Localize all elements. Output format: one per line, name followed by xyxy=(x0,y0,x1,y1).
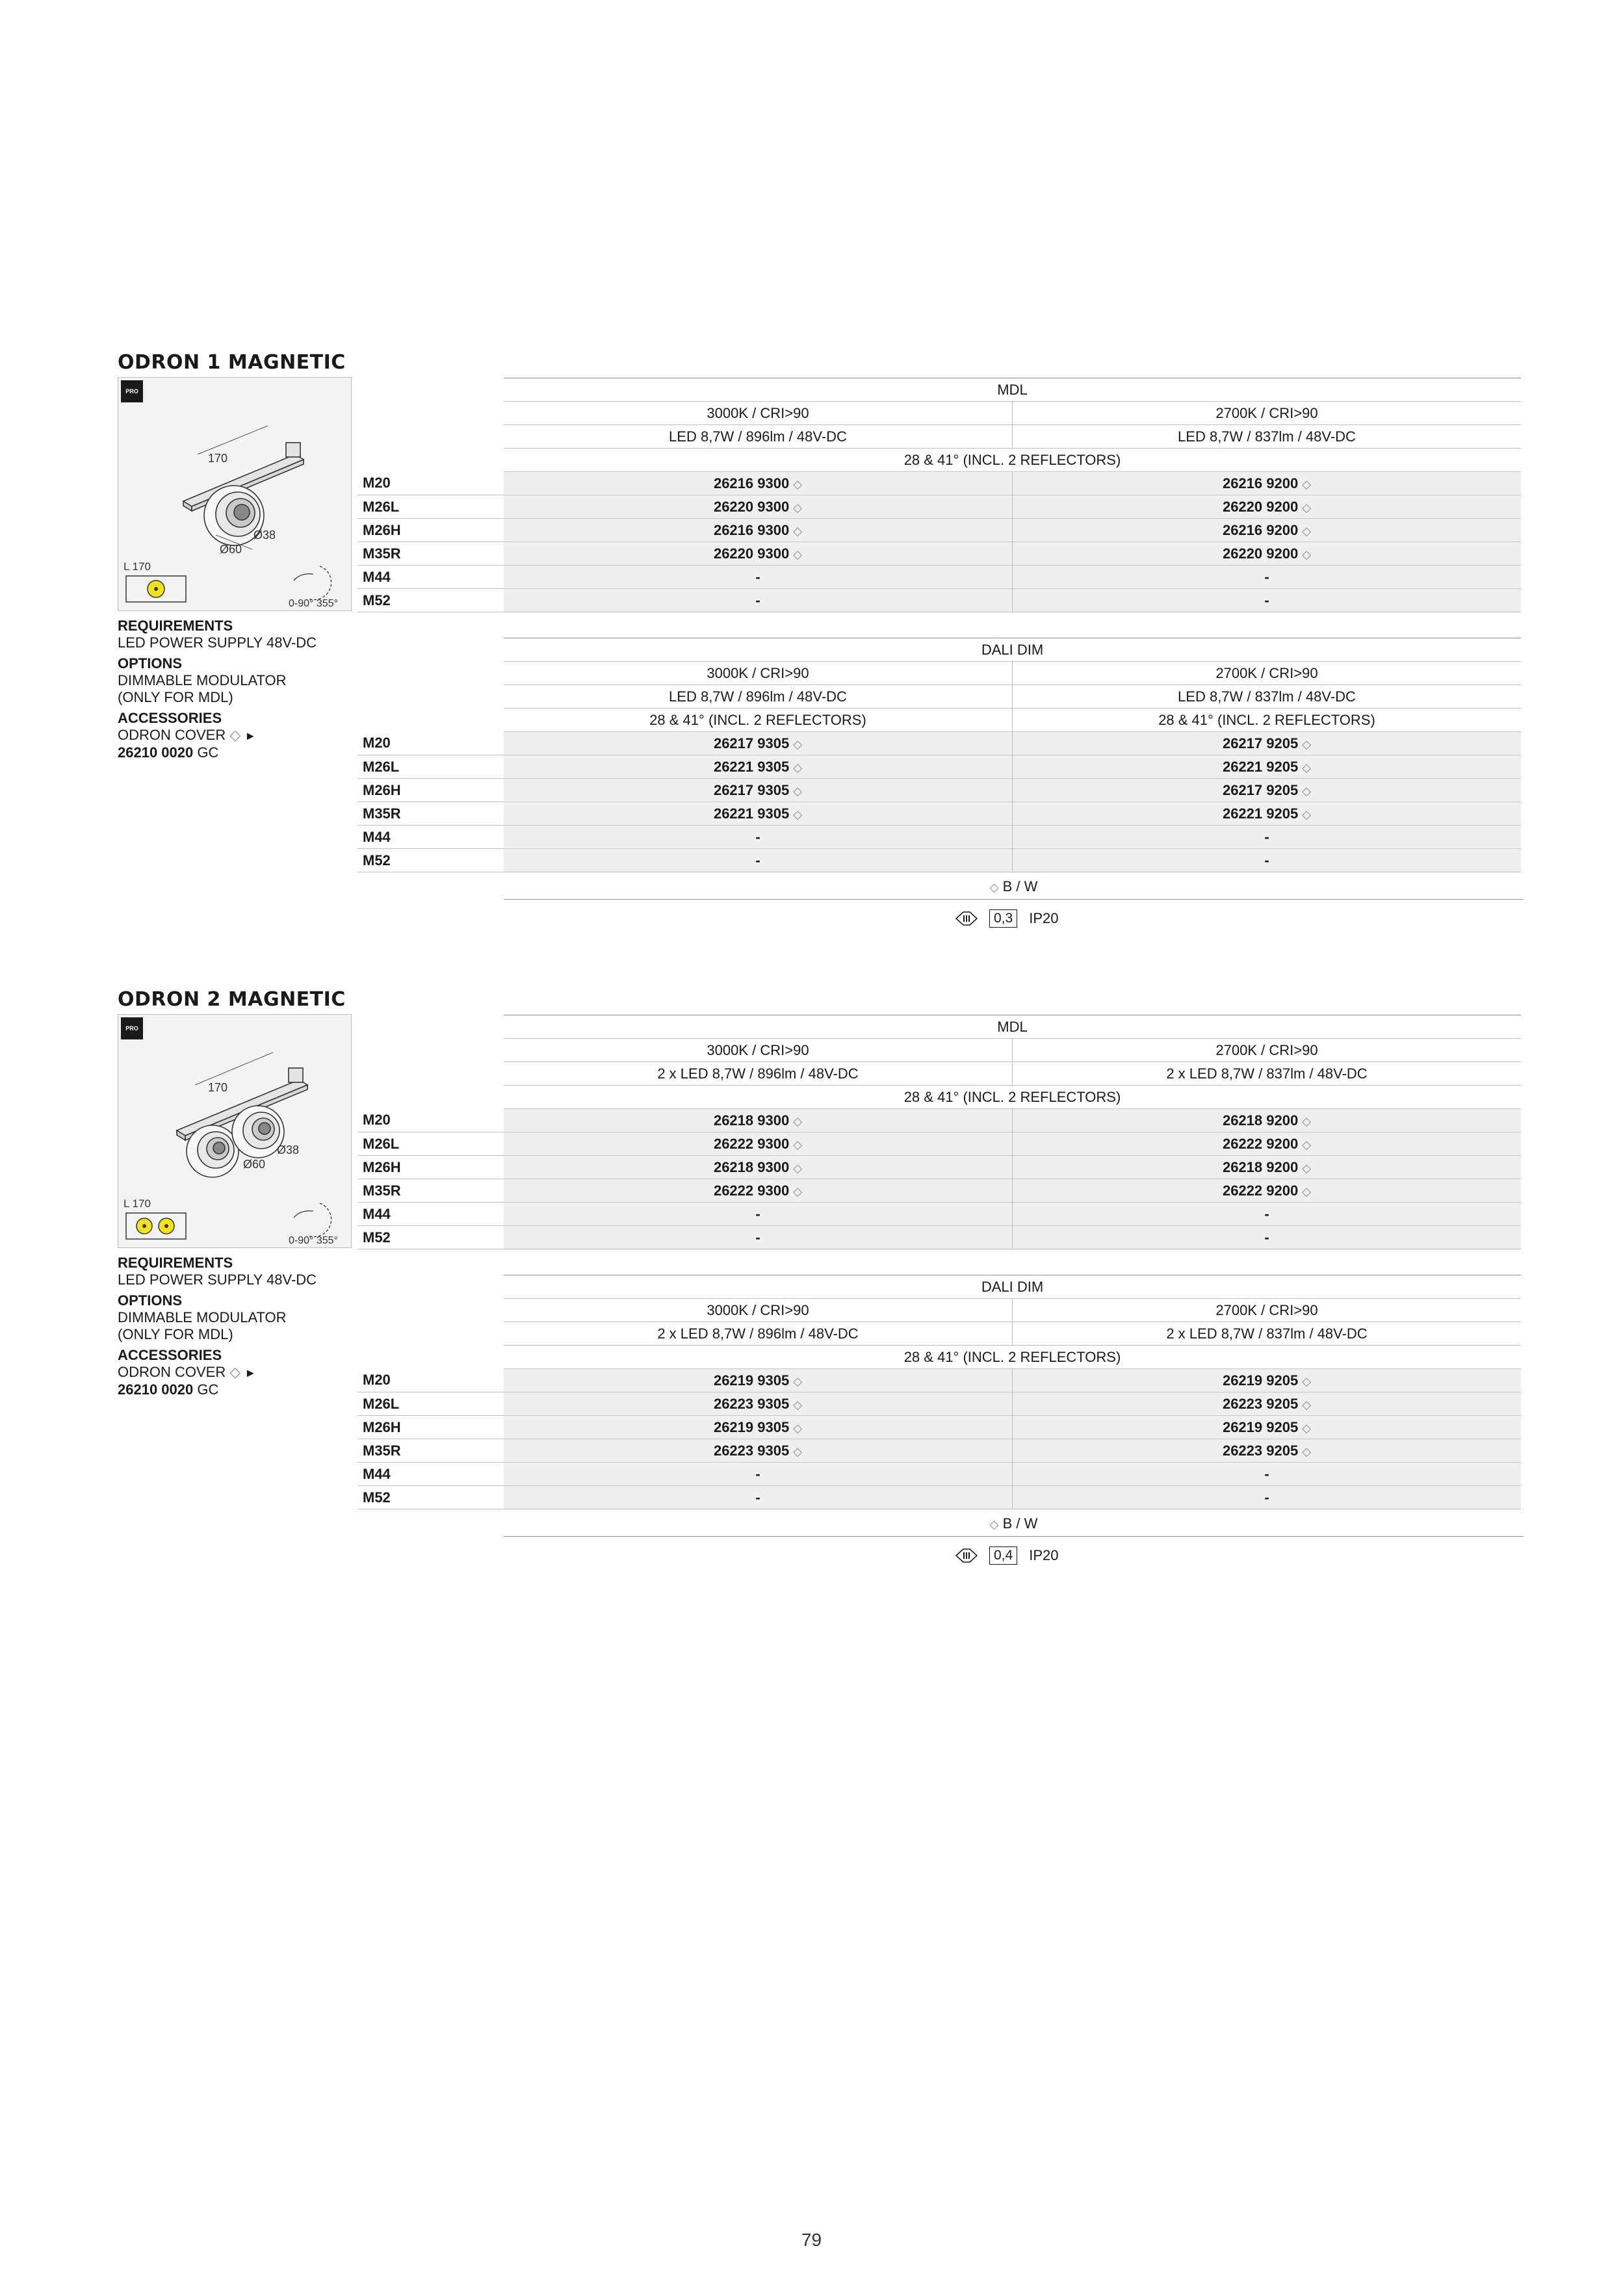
diameter-large-dim: Ø60 xyxy=(220,543,242,556)
spec-icons xyxy=(955,907,1058,930)
diamond-icon: ◇ xyxy=(1302,1398,1312,1411)
diamond-icon: ◇ xyxy=(793,1398,803,1411)
row-label: M20 xyxy=(357,1369,504,1392)
beam-a: 28 & 41° (INCL. 2 REFLECTORS) xyxy=(504,709,1013,732)
rotation-dim: 0-90° 355° xyxy=(289,598,338,609)
code-a: 26217 9305 ◇ xyxy=(504,779,1013,802)
requirements-label: REQUIREMENTS xyxy=(118,618,233,634)
diamond-icon: ◇ xyxy=(1302,761,1312,774)
row-label: M44 xyxy=(357,1203,504,1226)
diamond-icon: ◇ xyxy=(793,1444,803,1458)
code-b: - xyxy=(1013,1463,1522,1486)
temp-b: 2700K / CRI>90 xyxy=(1013,1039,1522,1062)
diamond-icon: ◇ xyxy=(793,1421,803,1435)
code-b: 26221 9205 ◇ xyxy=(1013,802,1522,826)
code-a: - xyxy=(504,1203,1013,1226)
accessories-code-line xyxy=(118,744,332,761)
row-label: M26L xyxy=(357,755,504,779)
code-a: 26223 9305 ◇ xyxy=(504,1392,1013,1416)
row-label: M35R xyxy=(357,802,504,826)
code-b: 26218 9200 ◇ xyxy=(1013,1156,1522,1179)
led-b: LED 8,7W / 837lm / 48V-DC xyxy=(1013,425,1522,449)
code-a: - xyxy=(504,849,1013,872)
diamond-icon: ◇ xyxy=(1302,1184,1312,1198)
code-b: 26219 9205 ◇ xyxy=(1013,1416,1522,1439)
diamond-icon: ◇ xyxy=(793,1161,803,1175)
code-b: 26216 9200 ◇ xyxy=(1013,519,1522,542)
finish-text: B / W xyxy=(1002,878,1038,894)
row-label: M35R xyxy=(357,542,504,566)
row-label: M52 xyxy=(357,1226,504,1249)
code-a: 26218 9300 ◇ xyxy=(504,1156,1013,1179)
diamond-icon: ◇ xyxy=(1302,807,1312,821)
code-b: 26222 9200 ◇ xyxy=(1013,1132,1522,1156)
led-a: 2 x LED 8,7W / 896lm / 48V-DC xyxy=(504,1322,1013,1346)
class-iii-icon xyxy=(955,1548,978,1563)
code-a: 26219 9305 ◇ xyxy=(504,1369,1013,1392)
options-text: DIMMABLE MODULATOR xyxy=(118,1309,287,1325)
dali-table xyxy=(357,1275,1521,1509)
beam: 28 & 41° (INCL. 2 REFLECTORS) xyxy=(504,449,1521,472)
code-a: - xyxy=(504,1486,1013,1509)
divider xyxy=(504,1536,1524,1537)
code-a: 26216 9300 ◇ xyxy=(504,472,1013,495)
code-a: 26219 9305 ◇ xyxy=(504,1416,1013,1439)
diamond-icon: ◇ xyxy=(793,547,803,561)
code-a: 26222 9300 ◇ xyxy=(504,1132,1013,1156)
diamond-icon: ◇ xyxy=(1302,1374,1312,1388)
product-thumbnail xyxy=(118,377,352,611)
diamond-icon: ◇ xyxy=(1302,1161,1312,1175)
code-b: - xyxy=(1013,1226,1522,1249)
led-a: 2 x LED 8,7W / 896lm / 48V-DC xyxy=(504,1062,1013,1086)
section-title: DALI DIM xyxy=(504,1275,1521,1299)
diameter-large-dim: Ø60 xyxy=(243,1158,266,1171)
code-a: - xyxy=(504,589,1013,612)
product-specs xyxy=(118,618,332,761)
code-b: 26221 9205 ◇ xyxy=(1013,755,1522,779)
section-title: MDL xyxy=(504,1015,1521,1039)
code-a: - xyxy=(504,1463,1013,1486)
code-b: 26216 9200 ◇ xyxy=(1013,472,1522,495)
code-b: - xyxy=(1013,849,1522,872)
code-a: 26217 9305 ◇ xyxy=(504,732,1013,755)
length-dim: 170 xyxy=(208,452,228,465)
divider xyxy=(504,899,1524,900)
accessories-item xyxy=(118,1364,332,1381)
code-b: - xyxy=(1013,1203,1522,1226)
code-b: 26218 9200 ◇ xyxy=(1013,1109,1522,1132)
accessories-code: 26210 0020 xyxy=(118,1381,194,1398)
accessories-item xyxy=(118,727,332,744)
code-b: - xyxy=(1013,1486,1522,1509)
arrow-right-icon: ► xyxy=(244,1366,257,1379)
diamond-icon: ◇ xyxy=(793,524,803,538)
diamond-icon: ◇ xyxy=(1302,1138,1312,1151)
code-b: 26223 9205 ◇ xyxy=(1013,1392,1522,1416)
row-label: M26H xyxy=(357,1156,504,1179)
row-label: M26L xyxy=(357,495,504,519)
options-label: OPTIONS xyxy=(118,1292,183,1309)
requirements-text: LED POWER SUPPLY 48V-DC xyxy=(118,1272,317,1288)
diamond-icon: ◇ xyxy=(793,761,803,774)
class-iii-icon xyxy=(955,911,978,926)
diamond-icon: ◇ xyxy=(793,737,803,751)
code-b: - xyxy=(1013,566,1522,589)
ip-rating: IP20 xyxy=(1029,910,1059,926)
temp-b: 2700K / CRI>90 xyxy=(1013,1299,1522,1322)
diamond-icon: ◇ xyxy=(793,784,803,798)
ip-rating: IP20 xyxy=(1029,1547,1059,1563)
product-title: ODRON 2 MAGNETIC xyxy=(118,988,346,1011)
mdl-table xyxy=(357,1015,1521,1249)
beam-b: 28 & 41° (INCL. 2 REFLECTORS) xyxy=(1013,709,1522,732)
row-label: M52 xyxy=(357,1486,504,1509)
row-label: M44 xyxy=(357,1463,504,1486)
section-title: DALI DIM xyxy=(504,638,1521,662)
code-a: 26222 9300 ◇ xyxy=(504,1179,1013,1203)
code-a: 26220 9300 ◇ xyxy=(504,542,1013,566)
pro-badge: PRO xyxy=(121,1017,143,1039)
diamond-icon: ◇ xyxy=(793,1138,803,1151)
beam: 28 & 41° (INCL. 2 REFLECTORS) xyxy=(504,1346,1521,1369)
temp-a: 3000K / CRI>90 xyxy=(504,1299,1013,1322)
code-a: 26223 9305 ◇ xyxy=(504,1439,1013,1463)
diamond-icon: ◇ xyxy=(1302,1444,1312,1458)
row-label: M44 xyxy=(357,566,504,589)
product-specs xyxy=(118,1255,332,1398)
options-label: OPTIONS xyxy=(118,655,183,672)
code-b: 26222 9200 ◇ xyxy=(1013,1179,1522,1203)
code-a: - xyxy=(504,566,1013,589)
weight-value: 0,3 xyxy=(989,909,1017,928)
finish-text: B / W xyxy=(1002,1515,1038,1532)
options-text: DIMMABLE MODULATOR xyxy=(118,672,287,688)
section-title: MDL xyxy=(504,378,1521,402)
options-note: (ONLY FOR MDL) xyxy=(118,689,233,705)
code-b: - xyxy=(1013,589,1522,612)
accessories-label: ACCESSORIES xyxy=(118,1347,222,1363)
diamond-icon: ◇ xyxy=(1302,737,1312,751)
page-number: 79 xyxy=(801,2230,822,2250)
led-b: 2 x LED 8,7W / 837lm / 48V-DC xyxy=(1013,1062,1522,1086)
led-a: LED 8,7W / 896lm / 48V-DC xyxy=(504,425,1013,449)
rotation-dim: 0-90° 355° xyxy=(289,1235,338,1246)
temp-a: 3000K / CRI>90 xyxy=(504,1039,1013,1062)
row-label: M26L xyxy=(357,1132,504,1156)
code-b: 26220 9200 ◇ xyxy=(1013,542,1522,566)
accessories-label: ACCESSORIES xyxy=(118,710,222,726)
arrow-right-icon: ► xyxy=(244,729,257,742)
code-b: 26217 9205 ◇ xyxy=(1013,779,1522,802)
length-dim: 170 xyxy=(208,1081,228,1094)
diameter-small-dim: Ø38 xyxy=(277,1143,300,1156)
requirements-text: LED POWER SUPPLY 48V-DC xyxy=(118,634,317,651)
diamond-icon: ◇ xyxy=(1302,1114,1312,1128)
diamond-icon: ◇ xyxy=(793,1184,803,1198)
code-b: 26223 9205 ◇ xyxy=(1013,1439,1522,1463)
finish-note xyxy=(504,878,1524,895)
diamond-icon: ◇ xyxy=(793,1374,803,1388)
diamond-icon: ◇ xyxy=(1302,547,1312,561)
diameter-small-dim: Ø38 xyxy=(253,528,276,541)
accessories-code: 26210 0020 xyxy=(118,744,194,761)
track-length-dim: L 170 xyxy=(123,1197,151,1210)
row-label: M26L xyxy=(357,1392,504,1416)
temp-b: 2700K / CRI>90 xyxy=(1013,402,1522,425)
led-a: LED 8,7W / 896lm / 48V-DC xyxy=(504,685,1013,709)
row-label: M26H xyxy=(357,519,504,542)
code-a: 26218 9300 ◇ xyxy=(504,1109,1013,1132)
code-b: 26220 9200 ◇ xyxy=(1013,495,1522,519)
accessories-text: ODRON COVER xyxy=(118,1364,226,1380)
row-label: M20 xyxy=(357,732,504,755)
diamond-icon: ◇ xyxy=(989,1518,999,1531)
spotlight-drawing-icon xyxy=(118,1015,351,1247)
code-a: - xyxy=(504,826,1013,849)
code-a: 26221 9305 ◇ xyxy=(504,802,1013,826)
accessories-code-line xyxy=(118,1381,332,1398)
temp-a: 3000K / CRI>90 xyxy=(504,402,1013,425)
code-b: 26217 9205 ◇ xyxy=(1013,732,1522,755)
row-label: M35R xyxy=(357,1179,504,1203)
diamond-icon: ◇ xyxy=(1302,1421,1312,1435)
code-b: - xyxy=(1013,826,1522,849)
row-label: M52 xyxy=(357,589,504,612)
row-label: M20 xyxy=(357,1109,504,1132)
dali-table xyxy=(357,638,1521,872)
temp-b: 2700K / CRI>90 xyxy=(1013,662,1522,685)
spec-icons xyxy=(955,1545,1058,1567)
diamond-icon: ◇ xyxy=(229,1364,241,1380)
product-title: ODRON 1 MAGNETIC xyxy=(118,351,346,374)
diamond-icon: ◇ xyxy=(1302,501,1312,514)
code-a: - xyxy=(504,1226,1013,1249)
track-length-dim: L 170 xyxy=(123,560,151,573)
diamond-icon: ◇ xyxy=(1302,477,1312,491)
beam: 28 & 41° (INCL. 2 REFLECTORS) xyxy=(504,1086,1521,1109)
options-note: (ONLY FOR MDL) xyxy=(118,1326,233,1342)
diamond-icon: ◇ xyxy=(989,881,999,894)
diamond-icon: ◇ xyxy=(1302,784,1312,798)
code-a: 26221 9305 ◇ xyxy=(504,755,1013,779)
row-label: M35R xyxy=(357,1439,504,1463)
diamond-icon: ◇ xyxy=(1302,524,1312,538)
temp-a: 3000K / CRI>90 xyxy=(504,662,1013,685)
row-label: M20 xyxy=(357,472,504,495)
code-a: 26220 9300 ◇ xyxy=(504,495,1013,519)
row-label: M52 xyxy=(357,849,504,872)
requirements-label: REQUIREMENTS xyxy=(118,1255,233,1271)
row-label: M26H xyxy=(357,1416,504,1439)
finish-note xyxy=(504,1515,1524,1532)
product-thumbnail xyxy=(118,1014,352,1248)
row-label: M44 xyxy=(357,826,504,849)
led-b: LED 8,7W / 837lm / 48V-DC xyxy=(1013,685,1522,709)
accessories-finish: GC xyxy=(197,1381,219,1398)
mdl-table xyxy=(357,378,1521,612)
code-a: 26216 9300 ◇ xyxy=(504,519,1013,542)
accessories-text: ODRON COVER xyxy=(118,727,226,743)
code-b: 26219 9205 ◇ xyxy=(1013,1369,1522,1392)
led-b: 2 x LED 8,7W / 837lm / 48V-DC xyxy=(1013,1322,1522,1346)
weight-value: 0,4 xyxy=(989,1546,1017,1565)
diamond-icon: ◇ xyxy=(229,727,241,743)
diamond-icon: ◇ xyxy=(793,1114,803,1128)
accessories-finish: GC xyxy=(197,744,219,761)
spotlight-drawing-icon xyxy=(118,378,351,610)
diamond-icon: ◇ xyxy=(793,477,803,491)
pro-badge: PRO xyxy=(121,380,143,402)
diamond-icon: ◇ xyxy=(793,501,803,514)
row-label: M26H xyxy=(357,779,504,802)
diamond-icon: ◇ xyxy=(793,807,803,821)
